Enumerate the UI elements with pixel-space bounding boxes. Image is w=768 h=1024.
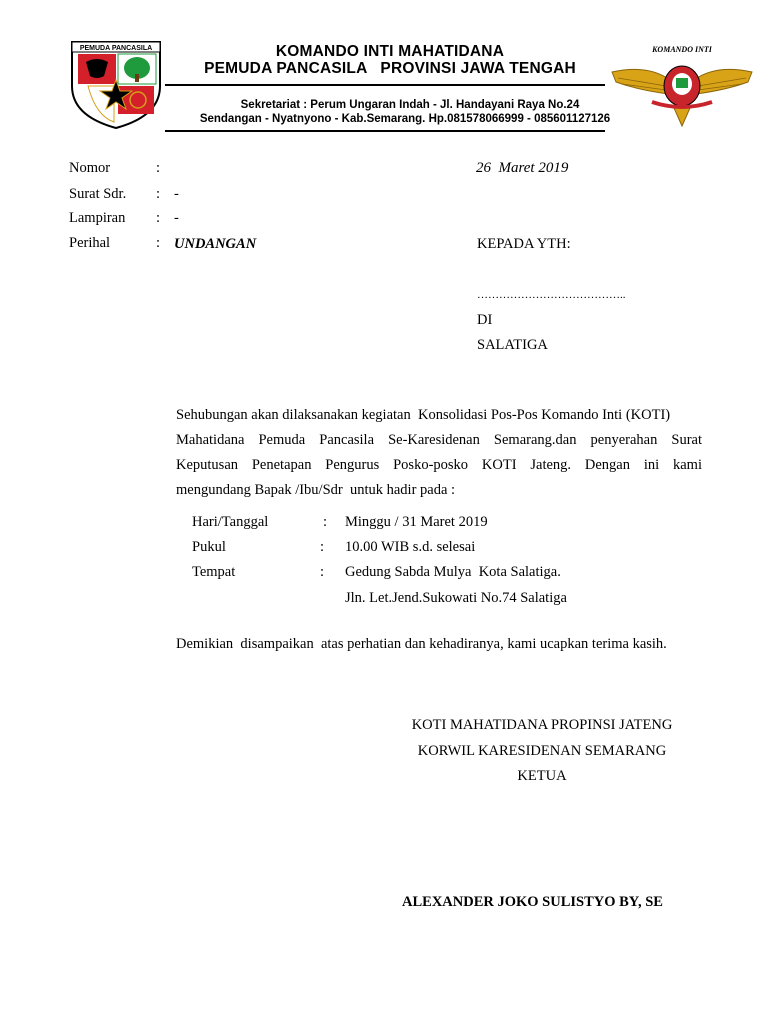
body-line-2: Mahatidana Pemuda Pancasila Se-Karesidenan Semarang.dan penyerahan Surat [176,432,702,448]
meta-perihal-label: Perihal [69,235,111,251]
right-logo-text: KOMANDO INTI [652,45,712,54]
meta-nomor-label: Nomor [69,160,111,176]
letterhead-address-line1: Sekretariat : Perum Ungaran Indah - Jl. Handayani Raya No.24 [240,99,580,111]
detail-hari-sep: : [323,514,328,530]
meta-surat-label: Surat Sdr. [69,186,127,202]
meta-lampiran-value: - [174,210,179,226]
letterhead-title-line1: KOMANDO INTI MAHATIDANA [275,43,505,60]
detail-tempat-sep: : [320,564,325,580]
detail-hari-value: Minggu / 31 Maret 2019 [345,514,488,530]
letter-date: 26 Maret 2019 [476,160,569,176]
meta-perihal-value: UNDANGAN [174,236,257,252]
recipient-di: DI [477,312,493,328]
letterhead-address-line2: Sendangan - Nyatnyono - Kab.Semarang. Hp.081578066999 - 085601127126 [199,113,611,125]
detail-pukul-sep: : [320,539,325,555]
signature-role: KETUA [517,768,567,784]
meta-surat-sep: : [156,186,161,202]
meta-surat-value: - [174,186,179,202]
recipient-city: SALATIGA [477,337,548,353]
meta-lampiran-sep: : [156,210,161,226]
detail-hari-label: Hari/Tanggal [192,514,269,530]
recipient-kepada: KEPADA YTH: [477,236,571,252]
detail-address-value: Jln. Let.Jend.Sukowati No.74 Salatiga [345,590,567,606]
letterhead-divider-bottom [165,130,605,132]
detail-tempat-label: Tempat [192,564,236,580]
body-line-4: mengundang Bapak /Ibu/Sdr untuk hadir pada : [176,482,456,498]
signatory-name: ALEXANDER JOKO SULISTYO BY, SE [402,894,663,910]
meta-nomor-sep: : [156,160,161,176]
pemuda-pancasila-logo [66,36,166,132]
left-logo-text: PEMUDA PANCASILA [79,45,153,52]
meta-perihal-sep: : [156,235,161,251]
body-line-1: Sehubungan akan dilaksanakan kegiatan Konsolidasi Pos-Pos Komando Inti (KOTI) [176,407,671,423]
letterhead-title-line2: PEMUDA PANCASILA PROVINSI JAWA TENGAH [204,60,576,77]
letterhead-divider-top [165,84,605,86]
meta-lampiran-label: Lampiran [69,210,126,226]
detail-pukul-value: 10.00 WIB s.d. selesai [345,539,476,555]
detail-tempat-value: Gedung Sabda Mulya Kota Salatiga. [345,564,561,580]
signature-org-line1: KOTI MAHATIDANA PROPINSI JATENG [411,717,673,733]
closing-text: Demikian disampaikan atas perhatian dan kehadiranya, kami ucapkan terima kasih. [176,636,667,652]
recipient-dots: ………………………………….. [477,289,626,301]
body-line-3: Keputusan Penetapan Pengurus Posko-posko KOTI Jateng. Dengan ini kami [176,457,702,473]
signature-org-line2: KORWIL KARESIDENAN SEMARANG [417,743,667,759]
detail-pukul-label: Pukul [192,539,226,555]
